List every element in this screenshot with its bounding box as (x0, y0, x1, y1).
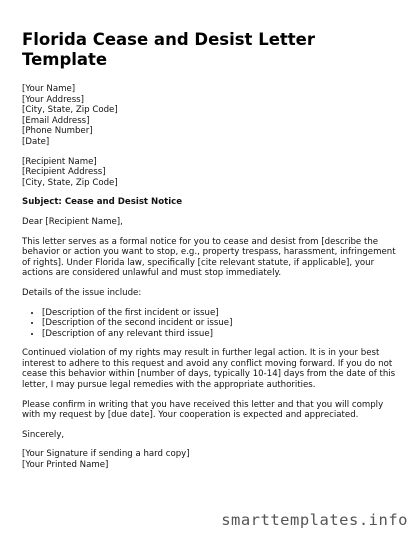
list-item: • [Description of any relevant third issue] (42, 329, 400, 340)
details-intro: Details of the issue include: (22, 287, 142, 298)
intro-paragraph: This letter serves as a formal notice for you to cease and desist from [describe the behavior or action you want to stop, e.g., property trespass, harassment, infringement of rights]. Under Florida law, specifically [cite relevant statute, if applicable], your actions are considered unlawful and must stop immediately. (22, 236, 396, 279)
sender-email: [Email Address] (22, 115, 90, 126)
recipient-address-block (22, 157, 400, 189)
details-list (22, 308, 400, 340)
sender-phone: [Phone Number] (22, 126, 93, 137)
letter-page (22, 30, 400, 480)
printed-name: [Your Printed Name] (22, 460, 109, 471)
recipient-city-state-zip: [City, State, Zip Code] (22, 177, 118, 188)
site-watermark: smarttemplates.info (221, 511, 408, 529)
subject-line: Subject: Cease and Desist Notice (22, 197, 183, 208)
recipient-name: [Recipient Name] (22, 156, 97, 167)
sender-name: [Your Name] (22, 84, 76, 94)
confirmation-paragraph: Please confirm in writing that you have received this letter and that you will comply with my request by [due date]. Your cooperation is expected and appreciated. (22, 399, 384, 421)
recipient-address: [Recipient Address] (22, 167, 106, 178)
page-title: Florida Cease and Desist Letter Template (22, 30, 315, 69)
signature-line: [Your Signature if sending a hard copy] (22, 449, 190, 460)
signature-block (22, 449, 400, 470)
salutation: Dear [Recipient Name], (22, 216, 123, 227)
warning-paragraph: Continued violation of my rights may result in further legal action. It is in your best interest to adhere to this request and avoid any conflict moving forward. If you do not cease this behavior within [number of days, typically 10-14] days from the date of this letter, I may pursue legal remedies with the appropriate authorities. (22, 348, 396, 391)
letter-date: [Date] (22, 136, 50, 147)
list-item: • [Description of the first incident or issue] (42, 308, 400, 319)
sender-address: [Your Address] (22, 94, 85, 105)
sender-address-block (22, 84, 400, 148)
list-item: • [Description of the second incident or issue] (42, 318, 400, 329)
closing: Sincerely, (22, 429, 65, 440)
sender-city-state-zip: [City, State, Zip Code] (22, 105, 118, 116)
